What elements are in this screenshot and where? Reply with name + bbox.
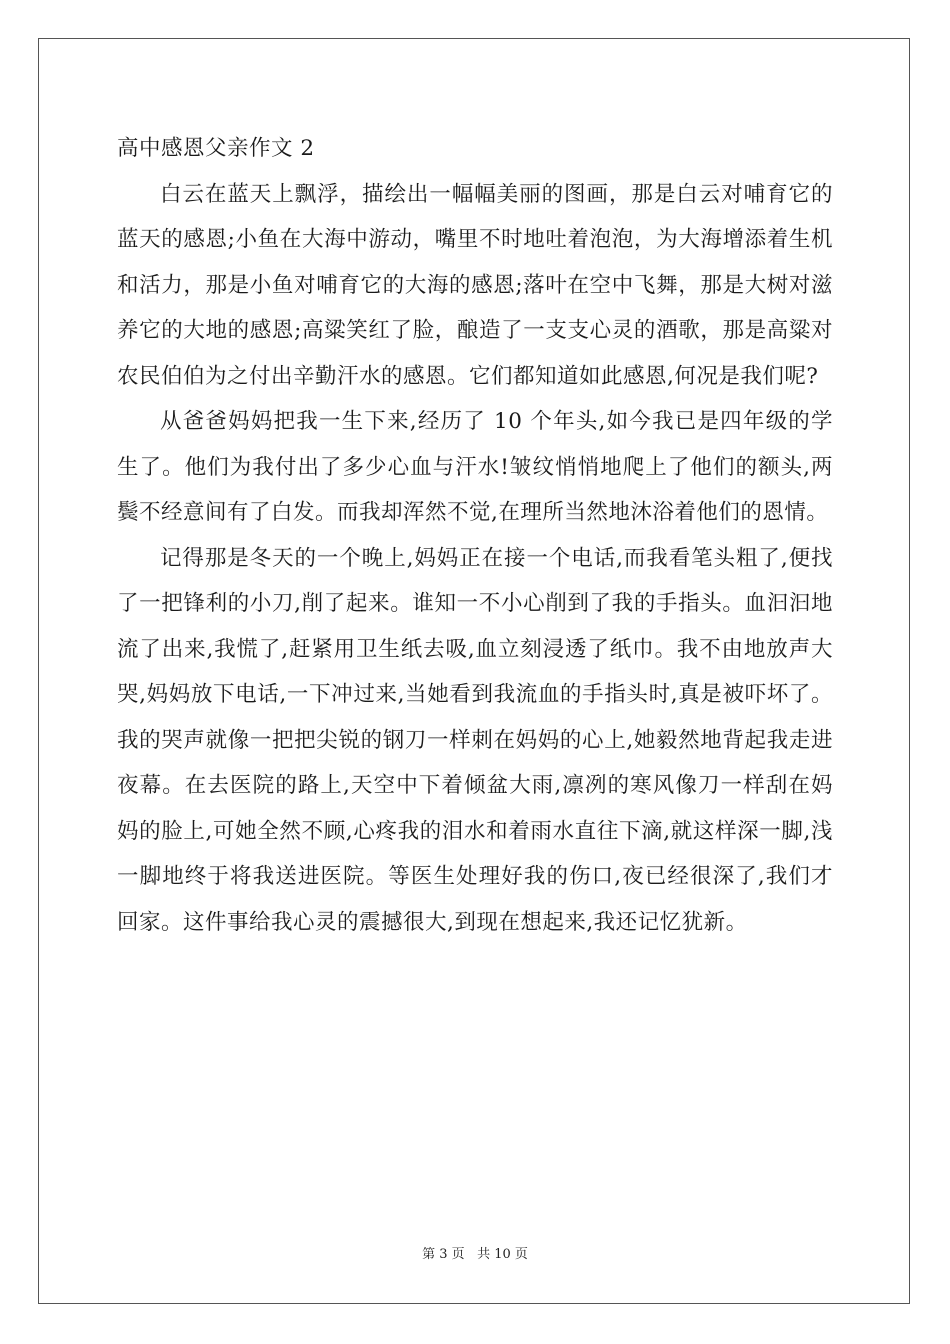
document-body bbox=[117, 126, 833, 945]
document-title: 高中感恩父亲作文 2 bbox=[117, 136, 315, 161]
page-number-total: 共 10 页 bbox=[477, 1247, 528, 1262]
paragraph-1: 白云在蓝天上飘浮，描绘出一幅幅美丽的图画，那是白云对哺育它的蓝天的感恩;小鱼在大海中游动，嘴里不时地吐着泡泡，为大海增添着生机和活力，那是小鱼对哺育它的大海的感恩;落叶在空中飞舞，那是大树对滋养它的大地的感恩;高粱笑红了脸，酿造了一支支心灵的酒歌，那是高粱对农民伯伯为之付出辛勤汗水的感恩。它们都知道如此感恩,何况是我们呢? bbox=[117, 181, 833, 389]
page-footer bbox=[0, 1247, 950, 1263]
paragraph-3: 记得那是冬天的一个晚上,妈妈正在接一个电话,而我看笔头粗了,便找了一把锋利的小刀,削了起来。谁知一不小心削到了我的手指头。血汩汩地流了出来,我慌了,赶紧用卫生纸去吸,血立刻浸透了纸巾。我不由地放声大哭,妈妈放下电话,一下冲过来,当她看到我流血的手指头时,真是被吓坏了。我的哭声就像一把把尖锐的钢刀一样刺在妈妈的心上,她毅然地背起我走进夜幕。在去医院的路上,天空中下着倾盆大雨,凛冽的寒风像刀一样刮在妈妈的脸上,可她全然不顾,心疼我的泪水和着雨水直往下滴,就这样深一脚,浅一脚地终于将我送进医院。等医生处理好我的伤口,夜已经很深了,我们才回家。这件事给我心灵的震撼很大,到现在想起来,我还记忆犹新。 bbox=[117, 545, 833, 935]
paragraph-2: 从爸爸妈妈把我一生下来,经历了 10 个年头,如今我已是四年级的学生了。他们为我付出了多少心血与汗水!皱纹悄悄地爬上了他们的额头,两鬓不经意间有了白发。而我却浑然不觉,在理所当然地沐浴着他们的恩情。 bbox=[117, 409, 833, 525]
page-number-current: 第 3 页 bbox=[422, 1247, 465, 1262]
